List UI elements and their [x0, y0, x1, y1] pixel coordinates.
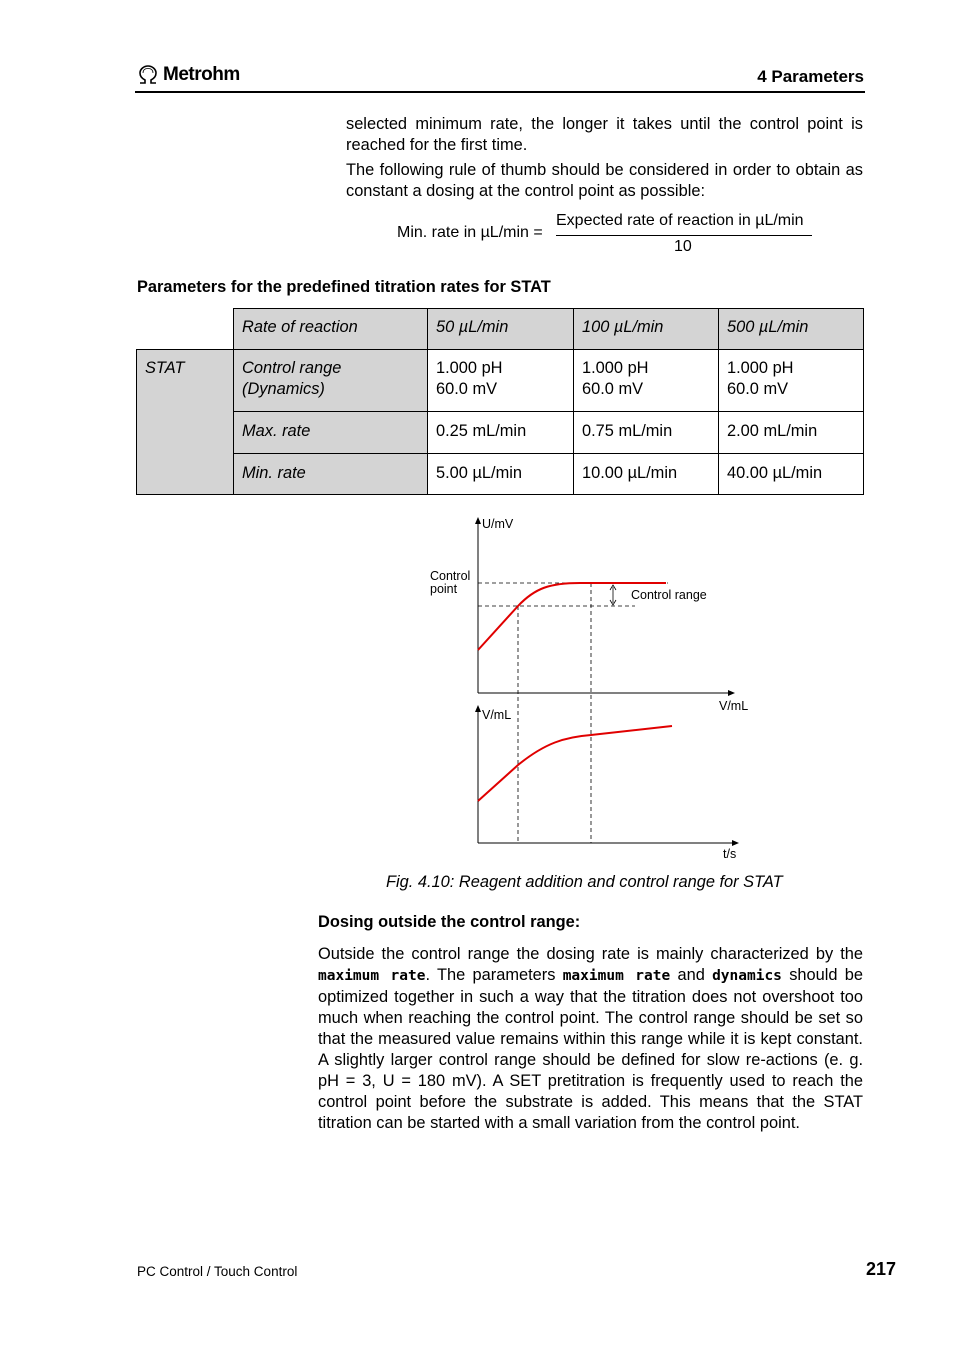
bottom-y-axis-label: V/mL: [482, 708, 512, 722]
formula-lhs: Min. rate in µL/min =: [397, 224, 543, 241]
table-cell: 10.00 µL/min: [582, 464, 678, 482]
table-cell: 2.00 mL/min: [727, 422, 818, 440]
keyword-dynamics: dynamics: [712, 968, 782, 984]
table-rule: [233, 308, 234, 495]
cell-line: 1.000 pH: [436, 359, 503, 377]
brand-logo: [137, 64, 240, 86]
table-rule: [136, 349, 864, 350]
table-cell: 40.00 µL/min: [727, 464, 823, 482]
table-rule: [233, 453, 864, 454]
row-label-min-rate: Min. rate: [242, 464, 306, 482]
table-cell: [573, 349, 718, 400]
keyword-maximum-rate: maximum rate: [562, 968, 671, 984]
table-rule: [136, 349, 137, 495]
table-cell: [718, 349, 864, 400]
stat-label: STAT: [145, 359, 185, 377]
header-divider: [135, 91, 865, 93]
row-label-control-range: [233, 349, 427, 400]
header-100: 100 µL/min: [582, 318, 664, 336]
top-y-axis-label: U/mV: [482, 517, 514, 531]
stat-control-range-diagram: [420, 505, 760, 865]
control-point-label-line2: point: [430, 582, 458, 596]
dosing-text: and: [670, 966, 713, 984]
row-label-line: Control range: [242, 359, 342, 377]
table-cell: 0.75 mL/min: [582, 422, 673, 440]
table-rule: [427, 308, 428, 495]
formula-numerator: Expected rate of reaction in µL/min: [556, 212, 804, 229]
dosing-heading: Dosing outside the control range:: [318, 913, 581, 931]
cell-line: 1.000 pH: [582, 359, 649, 377]
cell-line: 60.0 mV: [727, 380, 789, 398]
dosing-paragraph: [318, 944, 863, 1134]
control-point-label-line1: Control: [430, 569, 471, 583]
table-rule: [863, 308, 864, 495]
formula-denominator: 10: [674, 238, 692, 255]
table-rule: [233, 308, 864, 309]
footer-product: PC Control / Touch Control: [137, 1264, 298, 1279]
figure-caption: Fig. 4.10: Reagent addition and control range for STAT: [386, 873, 783, 891]
table-rule: [136, 494, 864, 495]
table-cell: [427, 349, 573, 400]
row-label-max-rate: Max. rate: [242, 422, 311, 440]
table-cell: 5.00 µL/min: [436, 464, 522, 482]
dosing-text: Outside the control range the dosing rate is mainly characterized by the: [318, 945, 863, 963]
table-heading: Parameters for the predefined titration rates for STAT: [137, 278, 551, 296]
header-50: 50 µL/min: [436, 318, 509, 336]
stat-rates-table: [136, 308, 864, 495]
table-rule: [573, 308, 574, 495]
header-rate-of-reaction: Rate of reaction: [242, 318, 358, 336]
cell-line: 60.0 mV: [582, 380, 644, 398]
brand-name: Metrohm: [163, 64, 240, 85]
formula-fraction-bar: [556, 235, 812, 236]
section-title: 4 Parameters: [757, 67, 864, 86]
cell-line: 1.000 pH: [727, 359, 794, 377]
dosing-text: . The parameters: [425, 966, 563, 984]
cell-line: 60.0 mV: [436, 380, 498, 398]
header-500: 500 µL/min: [727, 318, 809, 336]
table-rule: [718, 308, 719, 495]
row-label-line: (Dynamics): [242, 380, 325, 398]
bottom-x-axis-label: t/s: [723, 847, 737, 861]
intro-paragraph-1: selected minimum rate, the longer it takes until the control point is reached for the first time.: [346, 115, 863, 154]
table-rule: [233, 411, 864, 412]
dosing-text: should be optimized together in such a way that the titration does not overshoot too much when reaching the control point. The control range should be set so that the measured value remains within this range while it is kept constant. A slightly larger control range should be defined for slow re-actions (e. g. pH = 3, U = 180 mV). A SET pretitration is frequently used to reach the control point before the substrate is added. This means that the STAT titration can be started with a small variation from the control point.: [318, 966, 863, 1132]
table-cell: 0.25 mL/min: [436, 422, 527, 440]
control-range-label: Control range: [631, 588, 707, 602]
volume-curve: [478, 726, 672, 801]
omega-logo-icon: [137, 65, 159, 85]
keyword-maximum-rate: maximum rate: [318, 968, 426, 984]
top-x-axis-label: V/mL: [719, 699, 749, 713]
intro-paragraph-2: The following rule of thumb should be considered in order to obtain as constant a dosing at the control point as possible:: [346, 161, 863, 200]
page-number: 217: [865, 1259, 896, 1279]
